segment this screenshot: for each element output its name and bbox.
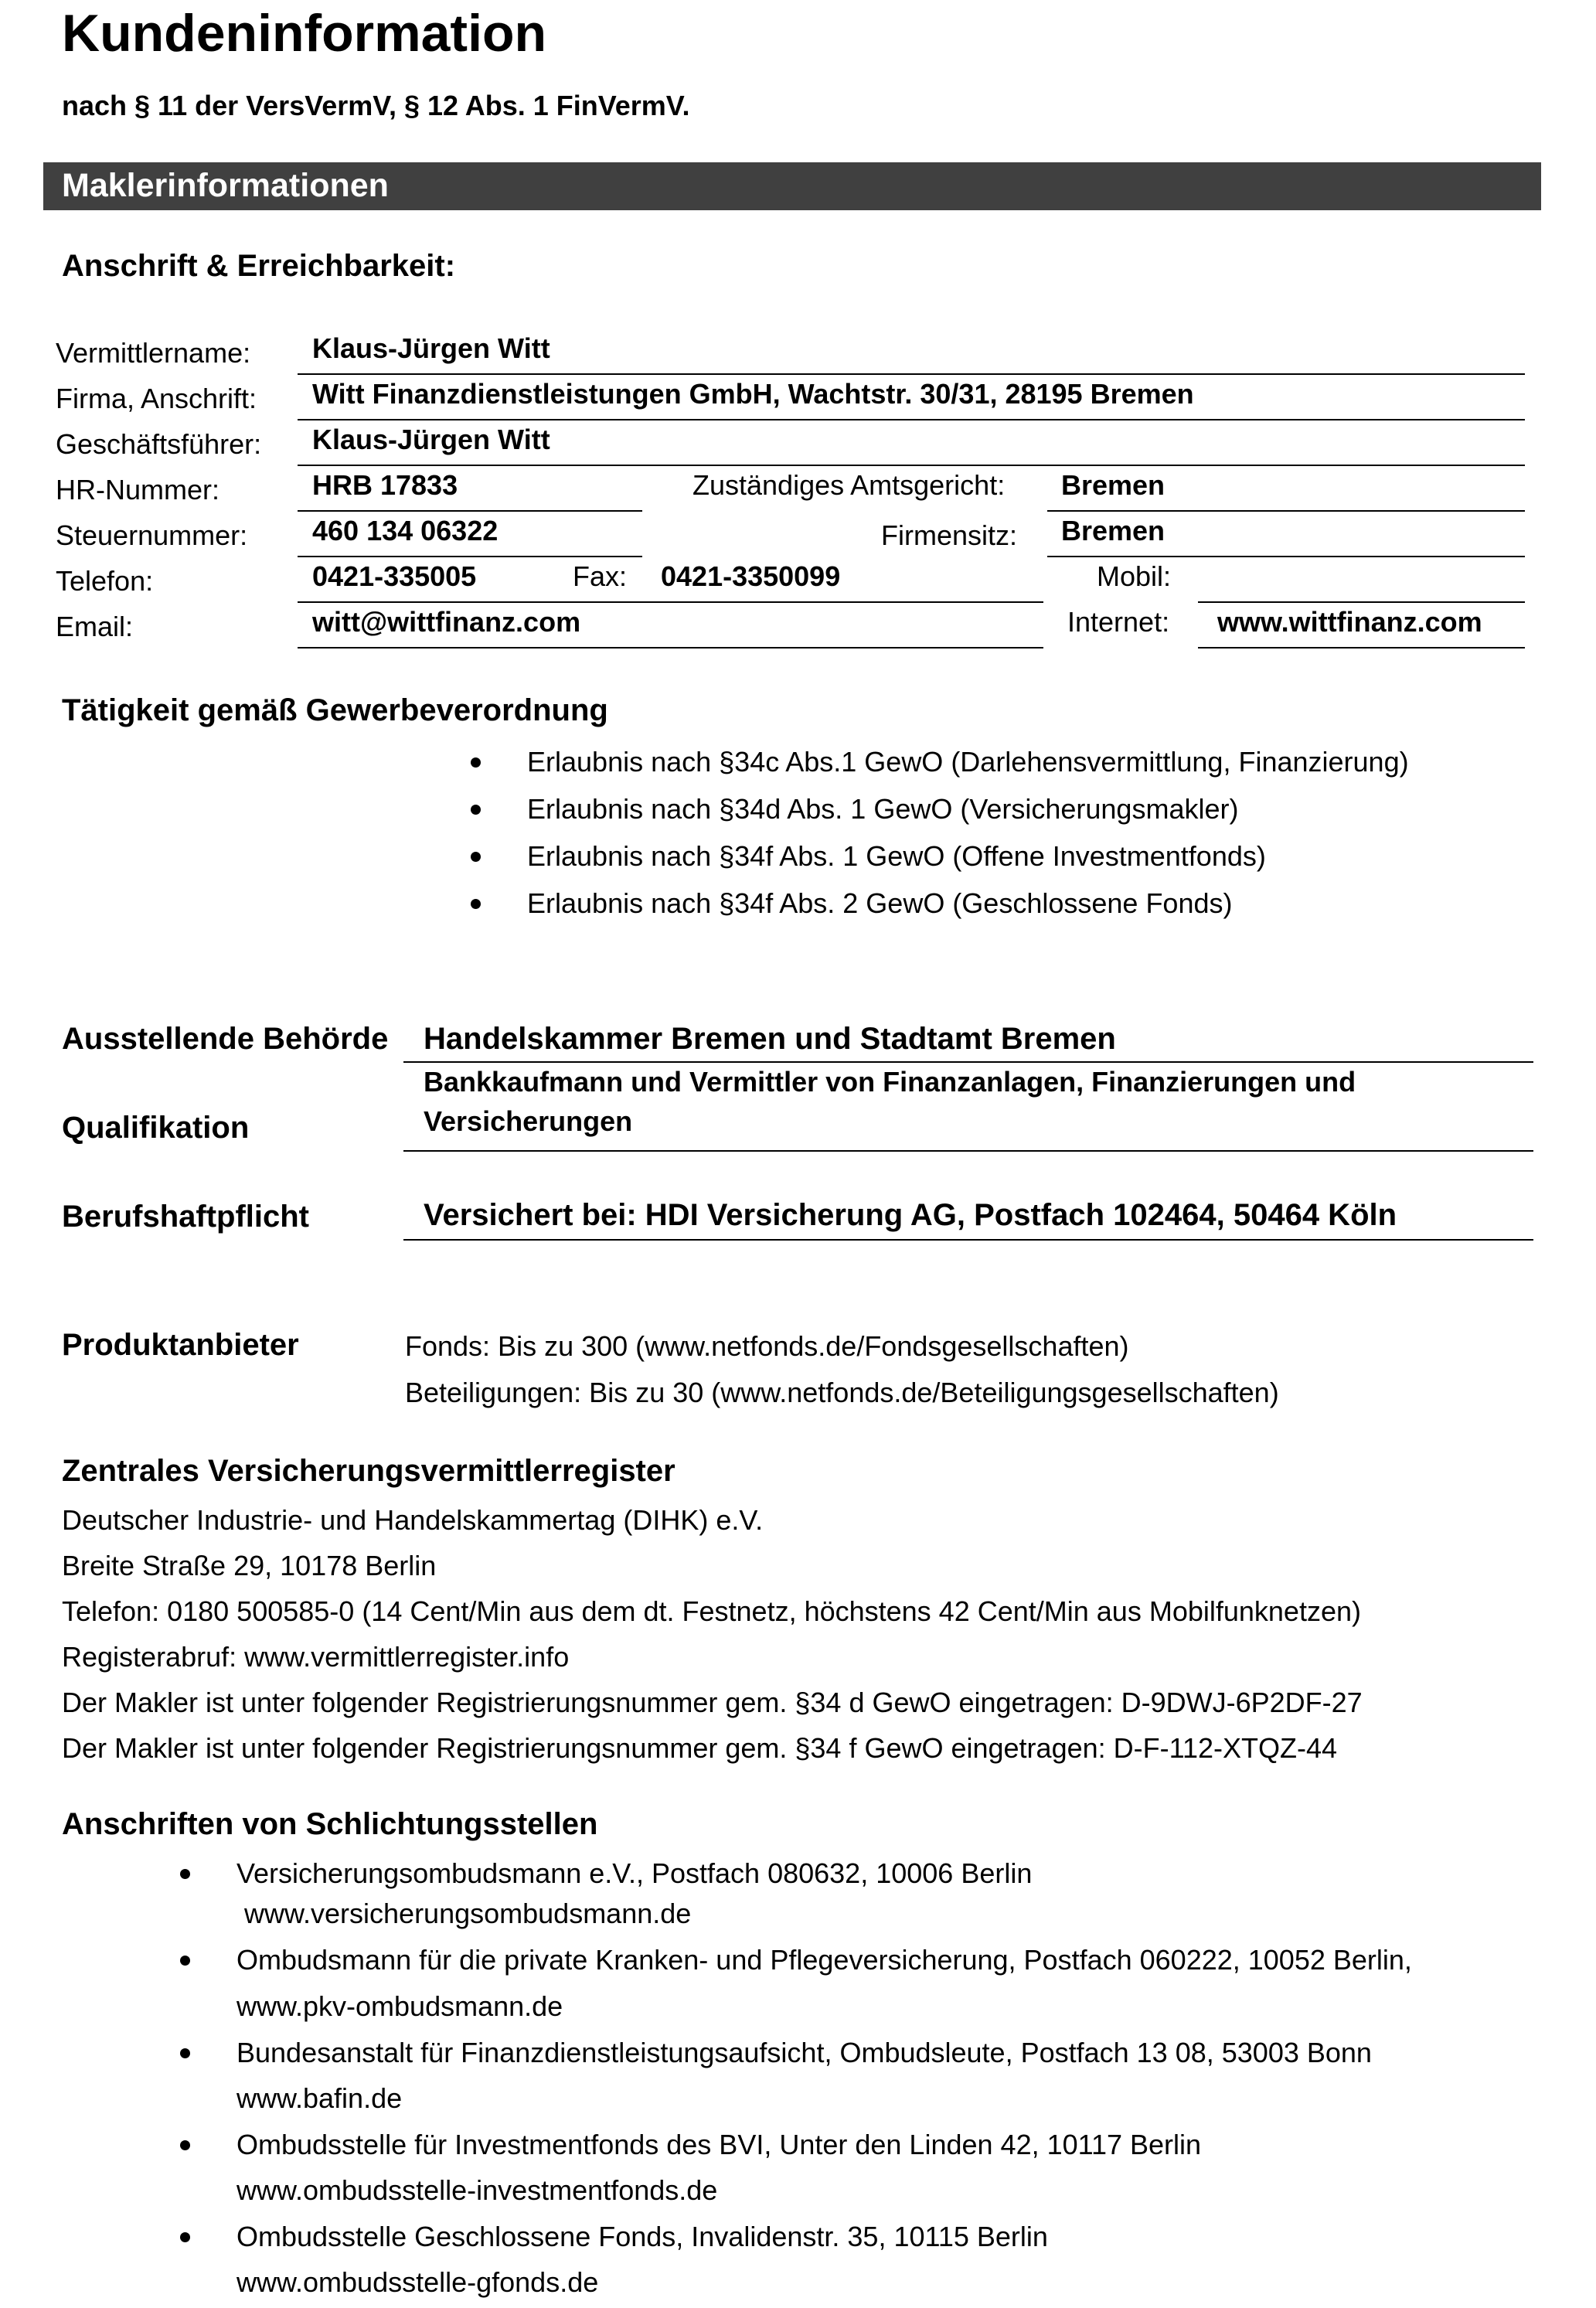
- underline: [298, 601, 1043, 603]
- behoerde-value: Handelskammer Bremen und Stadtamt Bremen: [424, 1022, 1116, 1056]
- produkt-line1: Fonds: Bis zu 300 (www.netfonds.de/Fondsgesellschaften): [405, 1330, 1129, 1362]
- telefon-value: 0421-335005: [312, 560, 477, 592]
- bullet-icon: [471, 852, 481, 862]
- schlichtung-item-url[interactable]: www.ombudsstelle-investmentfonds.de: [237, 2174, 718, 2206]
- produkt-line2: Beteiligungen: Bis zu 30 (www.netfonds.de/Beteiligungsgesellschaften): [405, 1377, 1279, 1408]
- taetigkeit-item: Erlaubnis nach §34d Abs. 1 GewO (Versicherungsmakler): [527, 793, 1239, 825]
- register-line: Der Makler ist unter folgender Registrierungsnummer gem. §34 d GewO eingetragen: D-9DWJ-6P2DF-27: [62, 1687, 1363, 1718]
- vermittlername-value: Klaus-Jürgen Witt: [312, 332, 550, 364]
- register-line: Registerabruf: www.vermittlerregister.info: [62, 1641, 570, 1673]
- bullet-icon: [180, 2232, 190, 2242]
- register-line: Breite Straße 29, 10178 Berlin: [62, 1550, 437, 1581]
- behoerde-label: Ausstellende Behörde: [62, 1022, 389, 1056]
- geschaeftsfuehrer-label: Geschäftsführer:: [56, 428, 262, 460]
- firmensitz-label: Firmensitz:: [881, 519, 1018, 551]
- schlichtung-item-url[interactable]: www.pkv-ombudsmann.de: [237, 1990, 563, 2022]
- qualifikation-label: Qualifikation: [62, 1111, 250, 1145]
- vermittlername-label: Vermittlername:: [56, 337, 251, 369]
- section-banner: [43, 162, 1541, 210]
- taetigkeit-heading: Tätigkeit gemäß Gewerbeverordnung: [62, 693, 608, 727]
- bullet-icon: [471, 805, 481, 815]
- qualifikation-line2: Versicherungen: [424, 1105, 633, 1137]
- underline: [1047, 556, 1525, 557]
- qualifikation-line1: Bankkaufmann und Vermittler von Finanzanlagen, Finanzierungen und: [424, 1066, 1356, 1098]
- internet-value[interactable]: www.wittfinanz.com: [1217, 606, 1482, 638]
- underline: [298, 419, 1525, 420]
- schlichtung-heading: Anschriften von Schlichtungsstellen: [62, 1807, 598, 1841]
- bullet-icon: [180, 1956, 190, 1966]
- mobil-label: Mobil:: [1097, 560, 1172, 592]
- bullet-icon: [471, 757, 481, 768]
- telefon-label: Telefon:: [56, 565, 154, 597]
- taetigkeit-item: Erlaubnis nach §34f Abs. 2 GewO (Geschlossene Fonds): [527, 887, 1233, 919]
- haftpflicht-value: Versichert bei: HDI Versicherung AG, Postfach 102464, 50464 Köln: [424, 1198, 1397, 1232]
- register-line: Der Makler ist unter folgender Registrierungsnummer gem. §34 f GewO eingetragen: D-F-112-XTQZ-44: [62, 1732, 1338, 1764]
- taetigkeit-item: Erlaubnis nach §34c Abs.1 GewO (Darlehensvermittlung, Finanzierung): [527, 746, 1409, 778]
- firmensitz-value: Bremen: [1061, 515, 1166, 546]
- underline: [298, 556, 642, 557]
- register-line: Deutscher Industrie- und Handelskammertag (DIHK) e.V.: [62, 1504, 764, 1536]
- underline: [298, 510, 642, 512]
- amtsgericht-label: Zuständiges Amtsgericht:: [693, 469, 1006, 501]
- underline: [403, 1061, 1533, 1063]
- steuernummer-label: Steuernummer:: [56, 519, 248, 551]
- steuernummer-value: 460 134 06322: [312, 515, 499, 546]
- hr-nummer-value: HRB 17833: [312, 469, 458, 501]
- geschaeftsfuehrer-value: Klaus-Jürgen Witt: [312, 424, 550, 455]
- bullet-icon: [471, 899, 481, 909]
- underline: [298, 373, 1525, 375]
- firma-value: Witt Finanzdienstleistungen GmbH, Wachtstr. 30/31, 28195 Bremen: [312, 378, 1194, 410]
- underline: [403, 1150, 1533, 1152]
- address-heading: Anschrift & Erreichbarkeit:: [62, 249, 456, 283]
- amtsgericht-value: Bremen: [1061, 469, 1166, 501]
- page-title: Kundeninformation: [62, 4, 547, 63]
- register-line: Telefon: 0180 500585-0 (14 Cent/Min aus dem dt. Festnetz, höchstens 42 Cent/Min aus Mobilfunknetzen): [62, 1595, 1361, 1627]
- page-subtitle: nach § 11 der VersVermV, § 12 Abs. 1 FinVermV.: [62, 90, 690, 121]
- underline: [1198, 601, 1525, 603]
- register-heading: Zentrales Versicherungsvermittlerregister: [62, 1454, 675, 1488]
- bullet-icon: [180, 2048, 190, 2058]
- schlichtung-item-line1: Ombudsstelle für Investmentfonds des BVI, Unter den Linden 42, 10117 Berlin: [237, 2129, 1202, 2160]
- bullet-icon: [180, 2140, 190, 2150]
- schlichtung-item-line1: Ombudsmann für die private Kranken- und Pflegeversicherung, Postfach 060222, 10052 Berlin,: [237, 1944, 1412, 1976]
- schlichtung-item-url[interactable]: www.versicherungsombudsmann.de: [237, 1898, 692, 1929]
- schlichtung-item-url[interactable]: www.ombudsstelle-gfonds.de: [237, 2266, 599, 2298]
- underline: [403, 1239, 1533, 1241]
- schlichtung-item-url[interactable]: www.bafin.de: [237, 2082, 403, 2114]
- underline: [298, 465, 1525, 466]
- underline: [1047, 510, 1525, 512]
- haftpflicht-label: Berufshaftpflicht: [62, 1200, 309, 1234]
- fax-value: 0421-3350099: [661, 560, 841, 592]
- banner-label: Maklerinformationen: [62, 167, 389, 204]
- internet-label: Internet:: [1067, 606, 1170, 638]
- hr-nummer-label: HR-Nummer:: [56, 474, 219, 506]
- schlichtung-item-line1: Bundesanstalt für Finanzdienstleistungsaufsicht, Ombudsleute, Postfach 13 08, 53003 Bonn: [237, 2037, 1372, 2068]
- bullet-icon: [180, 1869, 190, 1879]
- underline: [1198, 647, 1525, 648]
- underline: [298, 647, 1043, 648]
- firma-label: Firma, Anschrift:: [56, 383, 257, 414]
- produkt-label: Produktanbieter: [62, 1328, 299, 1362]
- taetigkeit-item: Erlaubnis nach §34f Abs. 1 GewO (Offene Investmentfonds): [527, 840, 1266, 872]
- email-value[interactable]: witt@wittfinanz.com: [312, 606, 581, 638]
- schlichtung-item-line1: Versicherungsombudsmann e.V., Postfach 080632, 10006 Berlin: [237, 1857, 1033, 1889]
- email-label: Email:: [56, 611, 134, 642]
- fax-label: Fax:: [573, 560, 628, 592]
- schlichtung-item-line1: Ombudsstelle Geschlossene Fonds, Invalidenstr. 35, 10115 Berlin: [237, 2221, 1048, 2252]
